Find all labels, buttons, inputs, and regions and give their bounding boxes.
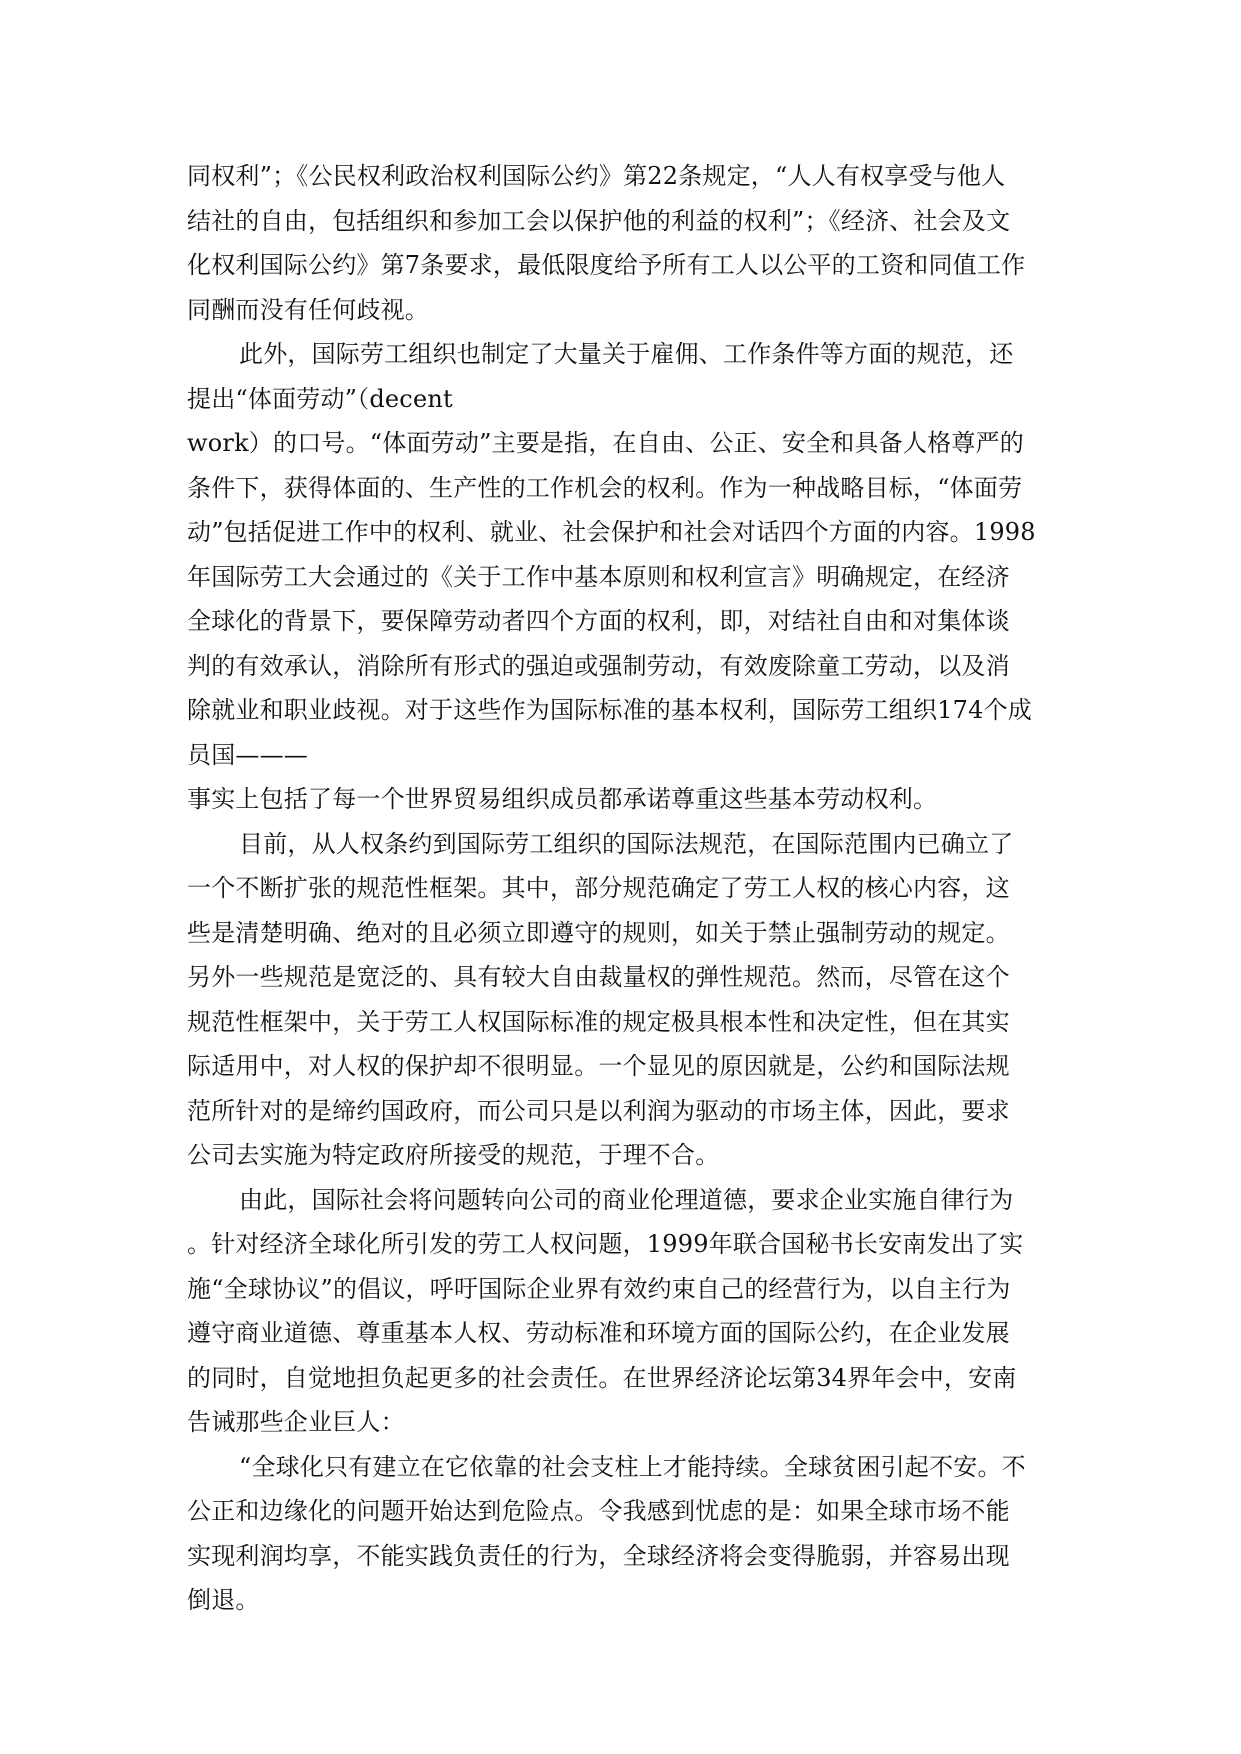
paragraph bbox=[187, 332, 1067, 822]
text-line: 判的有效承认，消除所有形式的强迫或强制劳动，有效废除童工劳动，以及消 bbox=[187, 651, 1010, 680]
text-line: 范所针对的是缔约国政府，而公司只是以利润为驱动的市场主体，因此，要求 bbox=[187, 1096, 1010, 1125]
text-line: 同权利”；《公民权利政治权利国际公约》第22条规定，“人人有权享受与他人 bbox=[187, 162, 1006, 190]
text-line: 动”包括促进工作中的权利、就业、社会保护和社会对话四个方面的内容。1998 bbox=[187, 518, 1036, 546]
text-line: 些是清楚明确、绝对的且必须立即遵守的规则，如关于禁止强制劳动的规定。 bbox=[187, 918, 1010, 947]
text-line: 际适用中，对人权的保护却不很明显。一个显见的原因就是，公约和国际法规 bbox=[187, 1052, 1010, 1080]
text-line: 倒退。 bbox=[187, 1586, 260, 1614]
text-line: 施“全球协议”的倡议，呼吁国际企业界有效约束自己的经营行为，以自主行为 bbox=[187, 1274, 1011, 1303]
text-line: 事实上包括了每一个世界贸易组织成员都承诺尊重这些基本劳动权利。 bbox=[187, 785, 938, 813]
text-line: 公正和边缘化的问题开始达到危险点。令我感到忧虑的是：如果全球市场不能 bbox=[187, 1497, 1010, 1525]
text-line: 同酬而没有任何歧视。 bbox=[187, 295, 429, 324]
text-line: 条件下，获得体面的、生产性的工作机会的权利。作为一种战略目标，“体面劳 bbox=[187, 473, 1023, 502]
text-line: 化权利国际公约》第7条要求，最低限度给予所有工人以公平的工资和同值工作 bbox=[187, 251, 1026, 279]
text-line: 年国际劳工大会通过的《关于工作中基本原则和权利宣言》明确规定，在经济 bbox=[187, 562, 1010, 591]
text-line: 另外一些规范是宽泛的、具有较大自由裁量权的弹性规范。然而，尽管在这个 bbox=[187, 963, 1010, 991]
text-line: 规范性框架中，关于劳工人权国际标准的规定极具根本性和决定性，但在其实 bbox=[187, 1007, 1010, 1036]
text-line: 提出“体面劳动”（decent bbox=[187, 384, 453, 413]
text-line: 目前，从人权条约到国际劳工组织的国际法规范，在国际范围内已确立了 bbox=[239, 829, 1014, 858]
document-body bbox=[187, 154, 1067, 1623]
text-line: 除就业和职业歧视。对于这些作为国际标准的基本权利，国际劳工组织174个成 bbox=[187, 696, 1033, 724]
paragraph bbox=[187, 1445, 1067, 1623]
text-line: 的同时，自觉地担负起更多的社会责任。在世界经济论坛第34界年会中，安南 bbox=[187, 1363, 1017, 1392]
text-line: 全球化的背景下，要保障劳动者四个方面的权利，即，对结社自由和对集体谈 bbox=[187, 607, 1010, 635]
text-line: 员国——— bbox=[187, 740, 308, 769]
text-line: 公司去实施为特定政府所接受的规范，于理不合。 bbox=[187, 1141, 720, 1169]
text-line: 一个不断扩张的规范性框架。其中，部分规范确定了劳工人权的核心内容，这 bbox=[187, 874, 1010, 902]
text-line: 告诫那些企业巨人： bbox=[187, 1408, 405, 1436]
text-line: 此外，国际劳工组织也制定了大量关于雇佣、工作条件等方面的规范，还 bbox=[239, 340, 1014, 368]
paragraph bbox=[187, 154, 1067, 332]
text-line: 结社的自由，包括组织和参加工会以保护他的利益的权利”；《经济、社会及文 bbox=[187, 206, 1011, 235]
paragraph bbox=[187, 822, 1067, 1178]
text-line: work）的口号。“体面劳动”主要是指，在自由、公正、安全和具备人格尊严的 bbox=[187, 429, 1024, 457]
text-line: 。针对经济全球化所引发的劳工人权问题，1999年联合国秘书长安南发出了实 bbox=[187, 1230, 1024, 1258]
text-line: 由此，国际社会将问题转向公司的商业伦理道德，要求企业实施自律行为 bbox=[239, 1185, 1014, 1214]
text-line: “全球化只有建立在它依靠的社会支柱上才能持续。全球贫困引起不安。不 bbox=[239, 1452, 1026, 1481]
text-line: 实现利润均享，不能实践负责任的行为，全球经济将会变得脆弱，并容易出现 bbox=[187, 1541, 1010, 1570]
text-line: 遵守商业道德、尊重基本人权、劳动标准和环境方面的国际公约，在企业发展 bbox=[187, 1319, 1010, 1347]
paragraph bbox=[187, 1178, 1067, 1445]
